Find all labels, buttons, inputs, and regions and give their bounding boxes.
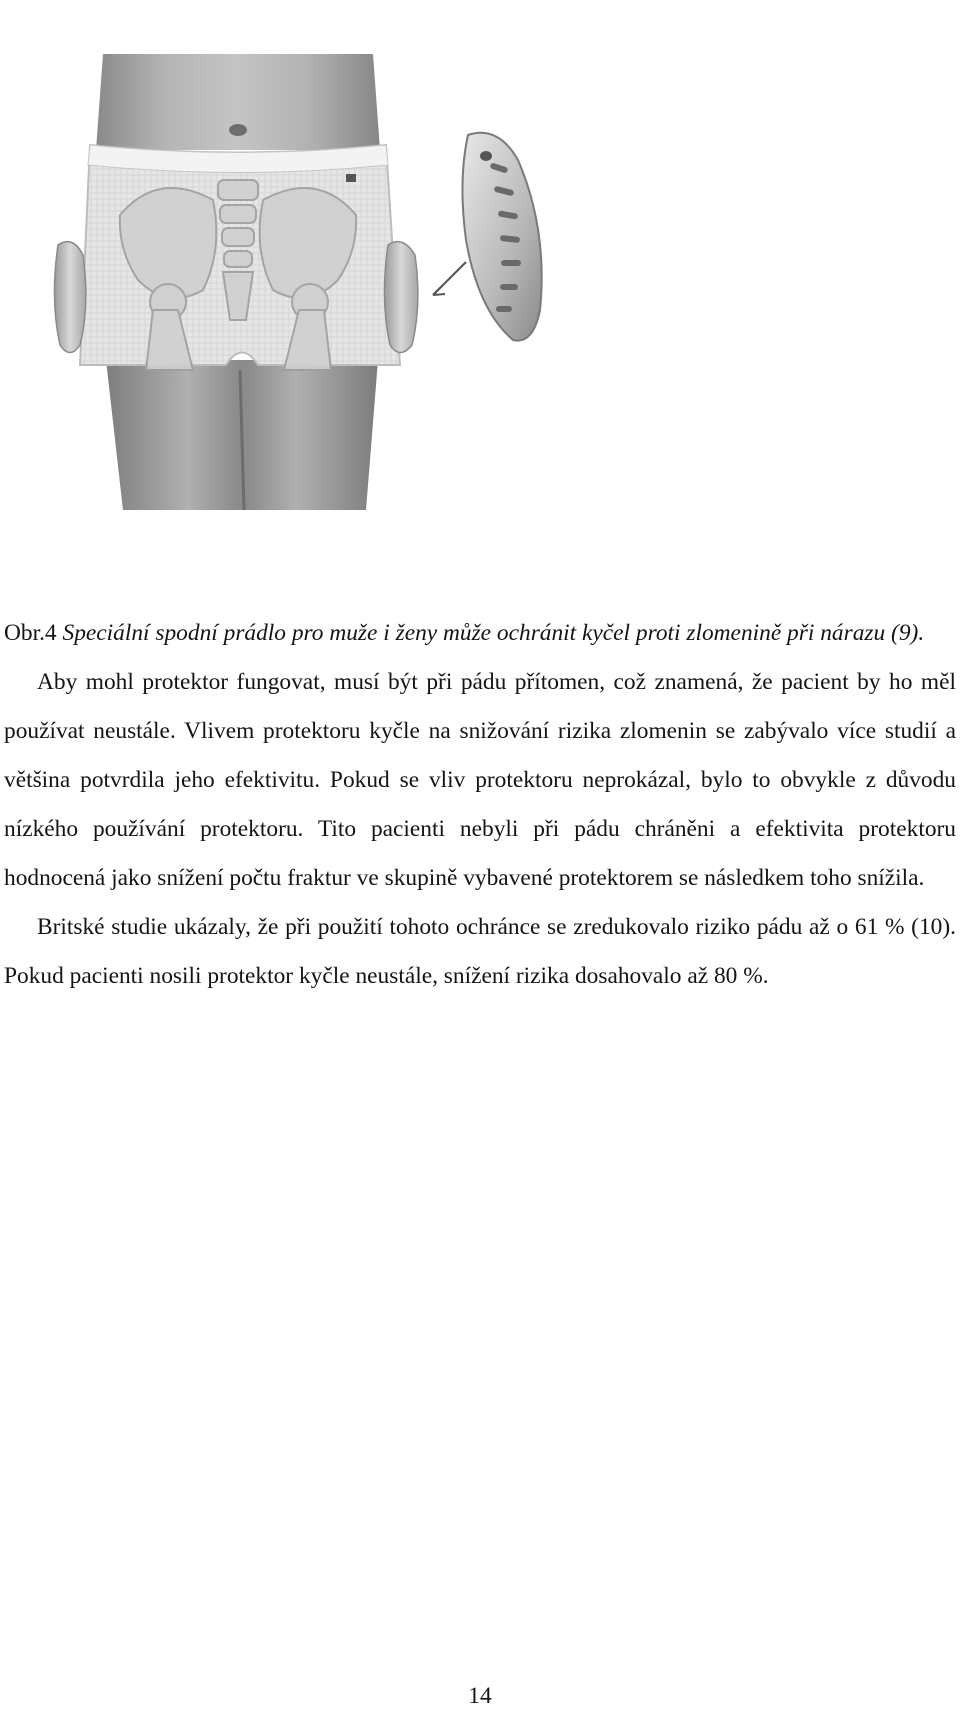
right-hip-pad	[384, 242, 417, 353]
caption-label: Obr.4	[4, 620, 57, 646]
hip-protector-shell	[462, 133, 541, 341]
body-paragraph: Britské studie ukázaly, že při použití tohoto ochránce se zredukovalo riziko pádu až o 61 % (10). Pokud pacienti nosili protektor kyčle neustále, snížení rizika dosahovalo až 80 %.	[4, 914, 956, 989]
figure-caption	[4, 609, 956, 658]
text-block	[4, 609, 956, 1001]
left-hip-pad	[54, 242, 85, 353]
body-paragraph: Aby mohl protektor fungovat, musí být při pádu přítomen, což znamená, že pacient by ho měl používat neustále. Vlivem protektoru kyčle na snižování rizika zlomenin se zabývalo více studií a většina potvrdila jeho efektivitu. Pokud se vliv protektoru neprokázal, bylo to obvykle z důvodu nízkého používání protektoru. Tito pacienti nebyli při pádu chráněni a efektivita protektoru hodnocená jako snížení počtu fraktur ve skupině vybavené protektorem se následkem toho snížila.	[4, 669, 956, 891]
hip-protector-illustration	[28, 40, 608, 520]
label-tag	[346, 174, 356, 182]
page-number: 14	[468, 1683, 492, 1709]
hip-protector-figure	[28, 40, 608, 520]
caption-text: Speciální spodní prádlo pro muže i ženy může ochránit kyčel proti zlomenině při nárazu (9).	[62, 620, 925, 646]
navel	[229, 124, 247, 136]
